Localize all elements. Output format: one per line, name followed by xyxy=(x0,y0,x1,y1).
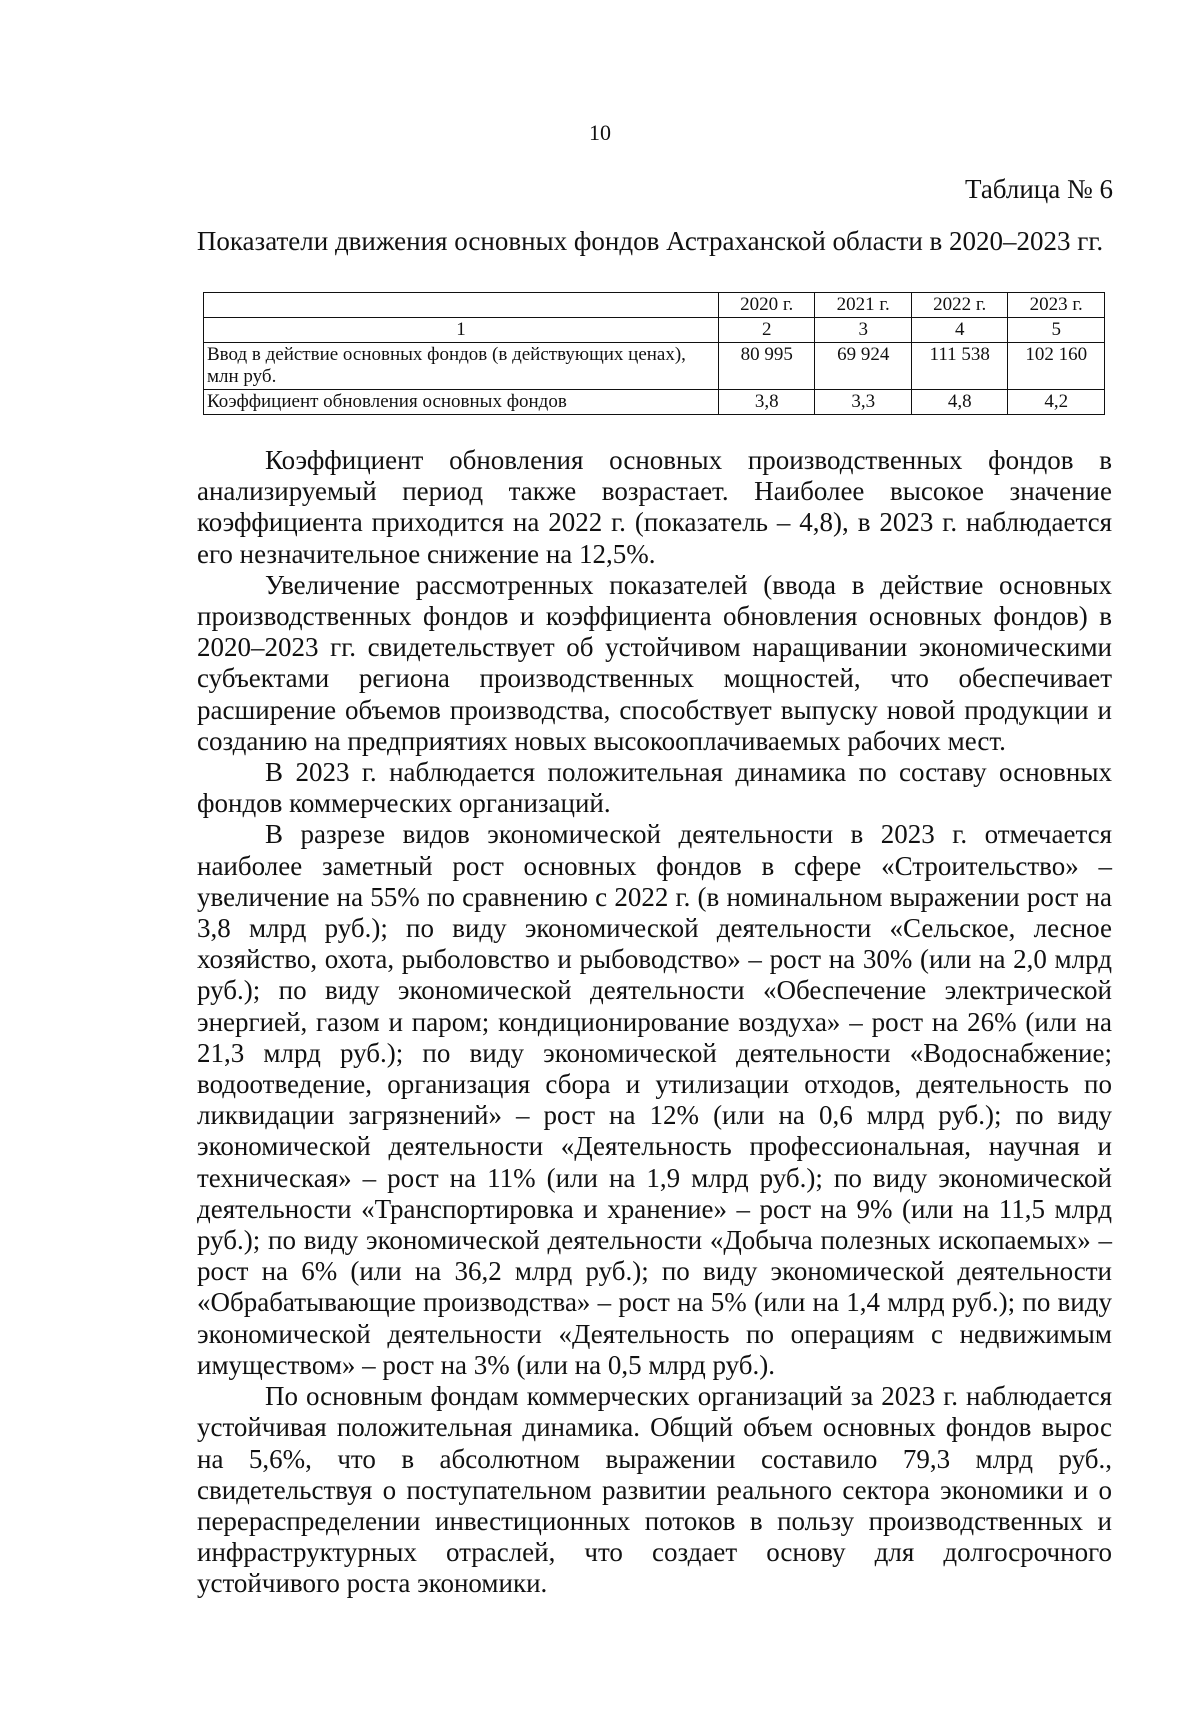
paragraph: Коэффициент обновления основных производственных фондов в анализируемый период также возрастает. Наиболее высокое значение коэффициента приходится на 2022 г. (показатель – 4,8), в 2023 г. наблюдается его незначительное снижение на 12,5%. xyxy=(197,445,1112,569)
page-number: 10 xyxy=(589,120,611,145)
row-label: Коэффициент обновления основных фондов xyxy=(204,390,719,415)
table-cell: 111 538 xyxy=(911,343,1007,390)
table-cell: 3,8 xyxy=(719,390,815,415)
table-cell: 4,2 xyxy=(1008,390,1105,415)
header-cell-2020: 2020 г. xyxy=(719,293,815,318)
column-number-cell: 2 xyxy=(719,318,815,343)
table-cell: 4,8 xyxy=(911,390,1007,415)
column-number-cell: 3 xyxy=(815,318,911,343)
header-cell-2022: 2022 г. xyxy=(911,293,1007,318)
body-text xyxy=(197,445,1112,1600)
fixed-assets-table xyxy=(203,292,1105,415)
column-number-cell: 4 xyxy=(911,318,1007,343)
table-title: Показатели движения основных фондов Астраханской области в 2020–2023 гг. xyxy=(196,226,1104,256)
table-cell: 69 924 xyxy=(815,343,911,390)
table-cell: 102 160 xyxy=(1008,343,1105,390)
column-number-cell: 5 xyxy=(1008,318,1105,343)
column-number-cell: 1 xyxy=(204,318,719,343)
table-label: Таблица № 6 xyxy=(965,174,1113,204)
paragraph: В разрезе видов экономической деятельности в 2023 г. отмечается наиболее заметный рост основных фондов в сфере «Строительство» – увеличение на 55% по сравнению с 2022 г. (в номинальном выражении рост на 3,8 млрд руб.); по виду экономической деятельности «Сельское, лесное хозяйство, охота, рыболовство и рыбоводство» – рост на 30% (или на 2,0 млрд руб.); по виду экономической деятельности «Обеспечение электрической энергией, газом и паром; кондиционирование воздуха» – рост на 26% (или на 21,3 млрд руб.); по виду экономической деятельности «Водоснабжение; водоотведение, организация сбора и утилизации отходов, деятельность по ликвидации загрязнений» – рост на 12% (или на 0,6 млрд руб.); по виду экономической деятельности «Деятельность профессиональная, научная и техническая» – рост на 11% (или на 1,9 млрд руб.); по виду экономической деятельности «Транспортировка и хранение» – рост на 9% (или на 11,5 млрд руб.); по виду экономической деятельности «Добыча полезных ископаемых» – рост на 6% (или на 36,2 млрд руб.); по виду экономической деятельности «Обрабатывающие производства» – рост на 5% (или на 1,4 млрд руб.); по виду экономической деятельности «Деятельность по операциям с недвижимым имуществом» – рост на 3% (или на 0,5 млрд руб.). xyxy=(197,819,1112,1380)
table-column-number-row xyxy=(204,318,1105,343)
table-row xyxy=(204,390,1105,415)
paragraph: По основным фондам коммерческих организаций за 2023 г. наблюдается устойчивая положительная динамика. Общий объем основных фондов вырос на 5,6%, что в абсолютном выражении составило 79,3 млрд руб., свидетельствуя о поступательном развитии реального сектора экономики и о перераспределении инвестиционных потоков в пользу производственных и инфраструктурных отраслей, что создает основу для долгосрочного устойчивого роста экономики. xyxy=(197,1381,1112,1599)
header-cell-blank xyxy=(204,293,719,318)
table-row xyxy=(204,343,1105,390)
row-label: Ввод в действие основных фондов (в действующих ценах), млн руб. xyxy=(204,343,719,390)
paragraph: Увеличение рассмотренных показателей (ввода в действие основных производственных фондов и коэффициента обновления основных фондов) в 2020–2023 гг. свидетельствует об устойчивом наращивании экономическими субъектами региона производственных мощностей, что обеспечивает расширение объемов производства, способствует выпуску новой продукции и созданию на предприятиях новых высокооплачиваемых рабочих мест. xyxy=(197,569,1112,756)
table-cell: 3,3 xyxy=(815,390,911,415)
table-cell: 80 995 xyxy=(719,343,815,390)
paragraph: В 2023 г. наблюдается положительная динамика по составу основных фондов коммерческих организаций. xyxy=(197,757,1112,819)
header-cell-2023: 2023 г. xyxy=(1008,293,1105,318)
table-header-row xyxy=(204,293,1105,318)
header-cell-2021: 2021 г. xyxy=(815,293,911,318)
